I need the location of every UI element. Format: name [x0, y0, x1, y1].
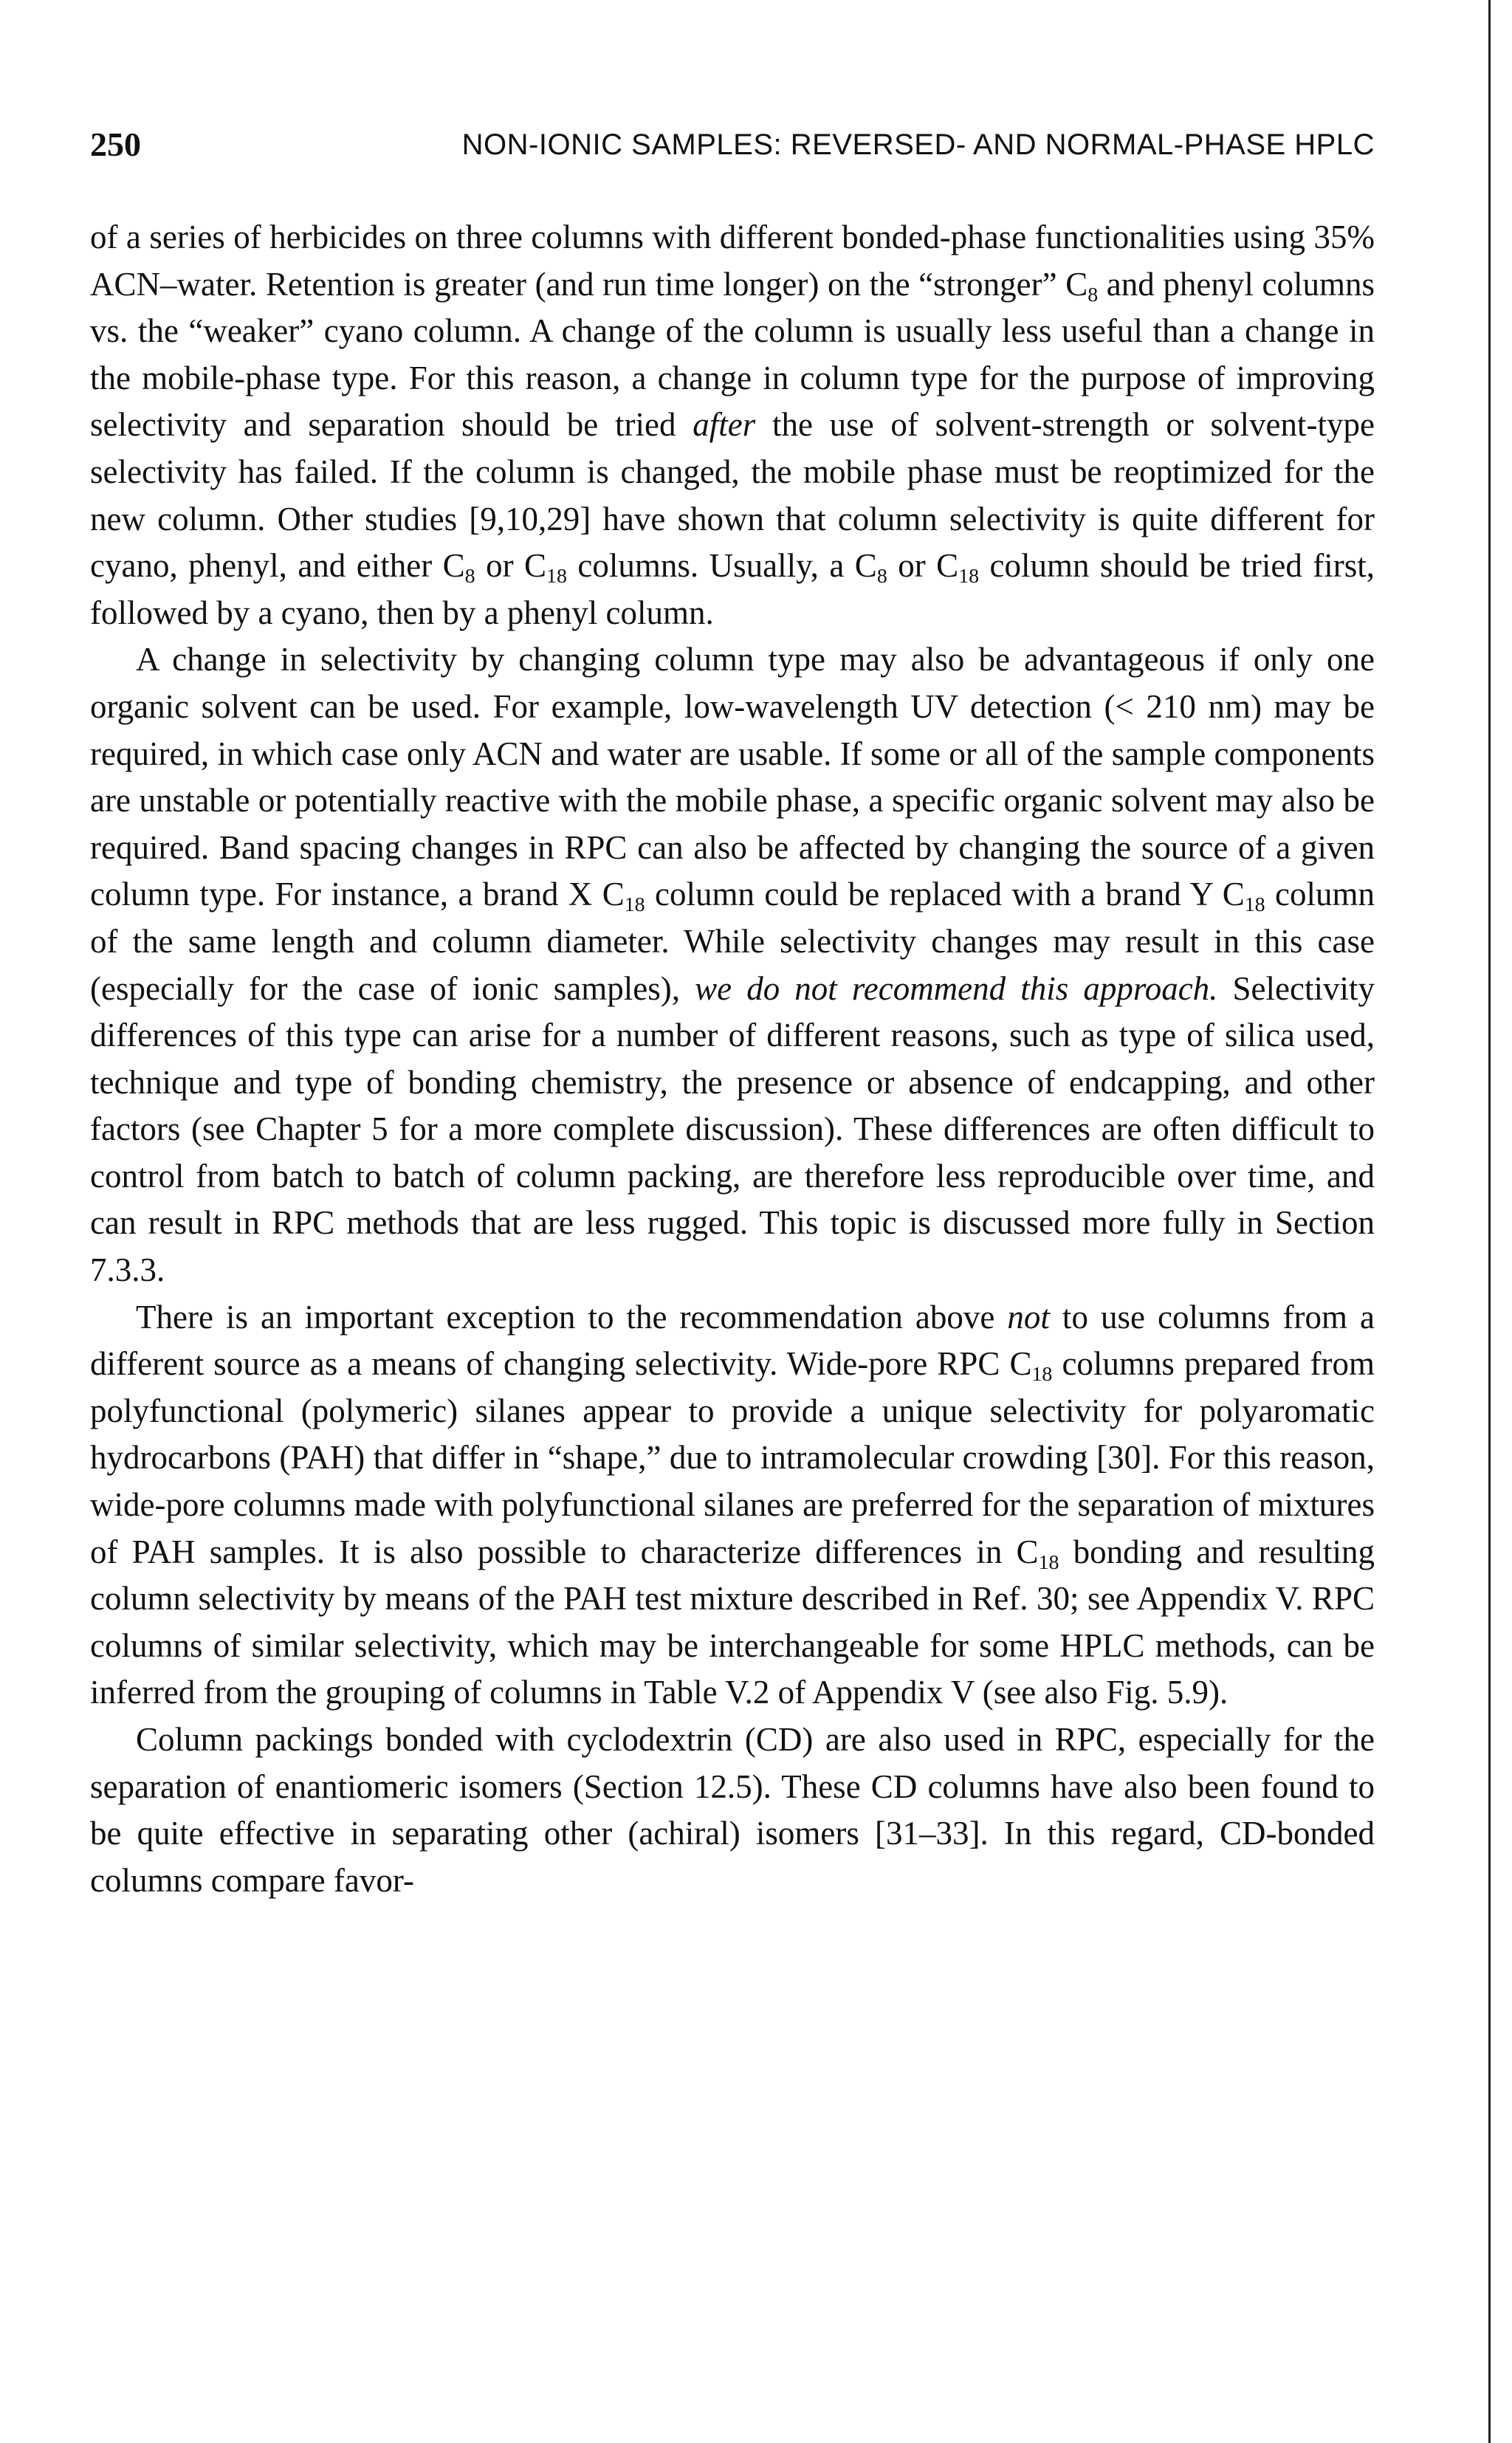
- subscript: 18: [1244, 893, 1265, 917]
- text-run: column could be replaced with a brand Y C: [645, 876, 1245, 913]
- text-run: to use columns from a different source as a means of changing selectivity. Wide-pore RPC C: [90, 1298, 1375, 1383]
- paragraph-cyclodextrin-columns: [90, 1717, 1375, 1904]
- text-run: columns. Usually, a C: [566, 547, 877, 585]
- subscript: 18: [624, 893, 645, 917]
- running-head: NON-IONIC SAMPLES: REVERSED- AND NORMAL-PHASE HPLC: [461, 128, 1375, 161]
- text-run: and phenyl columns vs. the “weaker” cyano column. A change of the column is usually less useful than a change in the mobile-phase type. For this reason, a change in column type for the purpose of improving selectivity and separation should be tried: [90, 265, 1375, 444]
- paragraph-wide-pore-exception: [90, 1294, 1375, 1717]
- text-run: column should be tried first, followed by a cyano, then by a phenyl column.: [90, 547, 1375, 631]
- page-header: [90, 123, 1375, 167]
- text-run: Column packings bonded with cyclodextrin (CD) are also used in RPC, especially for the separation of enantiomeric isomers (Section 12.5). These CD columns have also been found to be quite effective in separating other (achiral) isomers [31–33]. In this regard, CD-bonded columns compare favor-: [90, 1721, 1375, 1899]
- text-run: or C: [475, 547, 547, 585]
- text-run: of a series of herbicides on three columns with different bonded-phase functionalities using 35% ACN–water. Retention is greater (and run time longer) on the “stronger” C: [90, 219, 1375, 303]
- italic-text: after: [693, 406, 756, 444]
- subscript: 8: [464, 564, 475, 588]
- text-run: or C: [887, 547, 959, 585]
- text-run: bonding and resulting column selectivity by means of the PAH test mixture described in Ref. 30; see Appendix V. RPC columns of similar selectivity, which may be interchangeable for some HPLC methods, can be inferred from the grouping of columns in Table V.2 of Appendix V (see also Fig. 5.9).: [90, 1533, 1375, 1711]
- subscript: 8: [876, 564, 887, 588]
- text-run: Selectivity differences of this type can arise for a number of different reasons, such as type of silica used, technique and type of bonding chemistry, the presence or absence of endcapping, and other factors (see Chapter 5 for a more complete discussion). These differences are often difficult to control from batch to batch of column packing, are therefore less reproducible over time, and can result in RPC methods that are less rugged. This topic is discussed more fully in Section 7.3.3.: [90, 969, 1375, 1289]
- paragraph-herbicide-columns: [90, 214, 1375, 636]
- subscript: 18: [1031, 1363, 1053, 1387]
- text-run: There is an important exception to the recommendation above: [136, 1298, 1008, 1336]
- text-run: the use of solvent-strength or solvent-type selectivity has failed. If the column is changed, the mobile phase must be reoptimized for the new column. Other studies [9,10,29] have shown that column selectivity is quite different for cyano, phenyl, and either C: [90, 406, 1375, 585]
- text-run: column of the same length and column diameter. While selectivity changes may result in this case (especially for the case of ionic samples),: [90, 876, 1375, 1007]
- page-number: 250: [90, 126, 141, 163]
- paragraph-column-type-selectivity: [90, 636, 1375, 1293]
- text-run: A change in selectivity by changing column type may also be advantageous if only one organic solvent can be used. For example, low-wavelength UV detection (< 210 nm) may be required, in which case only ACN and water are usable. If some or all of the sample components are unstable or potentially reactive with the mobile phase, a specific organic solvent may also be required. Band spacing changes in RPC can also be affected by changing the source of a given column type. For instance, a brand X C: [90, 641, 1375, 913]
- subscript: 18: [1038, 1550, 1059, 1574]
- right-margin-scan-edge: [1488, 0, 1491, 2443]
- subscript: 8: [1087, 283, 1099, 306]
- body-text: [90, 214, 1375, 1904]
- text-run: columns prepared from polyfunctional (polymeric) silanes appear to provide a unique selectivity for polyaromatic hydrocarbons (PAH) that differ in “shape,” due to intramolecular crowding [30]. For this reason, wide-pore columns made with polyfunctional silanes are preferred for the separation of mixtures of PAH samples. It is also possible to characterize differences in C: [90, 1345, 1375, 1570]
- italic-text: we do not recommend this approach.: [695, 969, 1218, 1007]
- italic-text: not: [1007, 1298, 1050, 1336]
- subscript: 18: [546, 564, 567, 588]
- subscript: 18: [958, 564, 980, 588]
